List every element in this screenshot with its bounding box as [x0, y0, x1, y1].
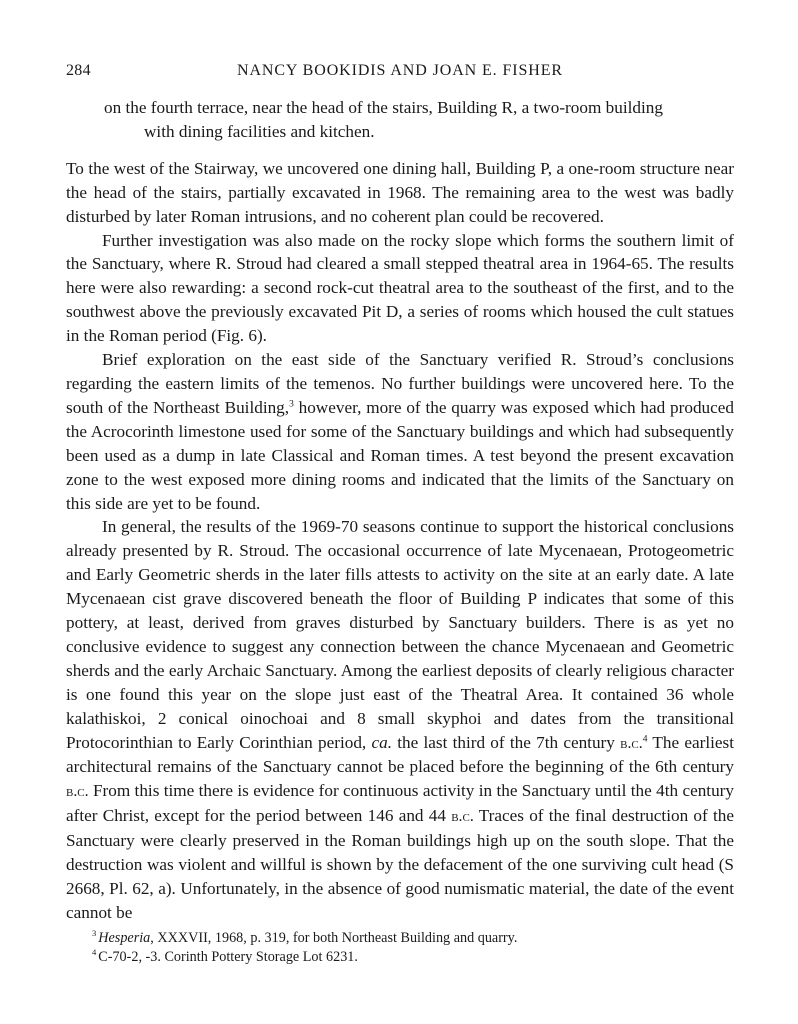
- paragraph-3-text-a: Brief exploration on the east side of the Sanctuary verified R. Stroud’s conclusions regarding the eastern limits of the temenos. No further buildings were uncovered here. To the south of the Northeast Building,: [66, 350, 734, 417]
- circa-abbrev: ca.: [371, 732, 392, 752]
- running-title: NANCY BOOKIDIS AND JOAN E. FISHER: [236, 62, 563, 79]
- paragraph-3-text-b: however, more of the quarry was exposed which had produced the Acrocorinth limestone used for some of the Sanctuary buildings and which had subsequently been used as a dump in late Classical and Roman times. A test beyond the present excavation zone to the west exposed more dining rooms and indicated that the limits of the Sanctuary on this side are yet to be found.: [66, 397, 734, 513]
- paragraph-4-text-c: The earliest architectural remains of the Sanctuary cannot be placed before the beginning of the 6th century: [66, 732, 734, 777]
- footnote-4: [92, 948, 732, 967]
- paragraph-4-text-e: Traces of the final destruction of the Sanctuary were clearly preserved in the Roman buildings high up on the south slope. That the destruction was violent and willful is shown by the defacement of the one surviving cult head (S 2668, Pl. 62, a). Unfortunately, in the absence of good numismatic material, the date of the event cannot be: [66, 806, 734, 922]
- paragraph-4: [66, 515, 734, 924]
- footnote-4-mark: 4: [92, 947, 97, 958]
- page-number: 284: [66, 62, 91, 79]
- list-item: [66, 96, 734, 144]
- footnotes: [92, 929, 732, 967]
- paragraph-4-text-a: In general, the results of the 1969-70 seasons continue to support the historical conclusions already presented by R. Stroud. The occasional occurrence of late Mycenaean, Protogeometric and Early Geometric sherds in the later fills attests to activity on the site at an early date. A late Mycenaean cist grave discovered beneath the floor of Building P indicates that some of this pottery, at least, derived from graves disturbed by Sanctuary builders. There is as yet no conclusive evidence to suggest any connection between the chance Mycenaean and Geometric sherds and the early Archaic Sanctuary. Among the earliest deposits of clearly religious character is one found this year on the slope just east of the Theatral Area. It contained 36 whole kalathiskoi, 2 conical oinochoai and 8 small skyphoi and dates from the transitional Protocorinthian to Early Corinthian period,: [66, 517, 734, 752]
- bc-abbrev-2: b.c.: [66, 783, 89, 801]
- paragraph-2: Further investigation was also made on the rocky slope which forms the southern limit of the Sanctuary, where R. Stroud had cleared a small stepped theatral area in 1964-65. The results here were also rewarding: a second rock-cut theatral area to the southeast of the first, and to the southwest above the previously excavated Pit D, a series of rooms which housed the cult statues in the Roman period (Fig. 6).: [66, 230, 734, 346]
- paragraph-3: [66, 348, 734, 515]
- body-text: [66, 96, 734, 925]
- footnote-3-journal: Hesperia: [98, 930, 151, 946]
- footnote-3-text: , XXXVII, 1968, p. 319, for both Northeast Building and quarry.: [150, 930, 518, 946]
- bc-abbrev-3: b.c.: [451, 808, 474, 826]
- footnote-3-mark: 3: [92, 928, 97, 939]
- footnote-4-text: C-70-2, -3. Corinth Pottery Storage Lot 6231.: [98, 949, 358, 965]
- footnote-ref-3: 3: [289, 399, 294, 410]
- footnote-ref-4: 4: [642, 733, 648, 744]
- footnote-3: [92, 929, 732, 948]
- paragraph-4-text-d: From this time there is evidence for continuous activity in the Sanctuary until the 4th century after Christ, except for the period between 146 and 44: [66, 781, 734, 826]
- list-item-line-1: on the fourth terrace, near the head of the stairs, Building R, a two-room building: [104, 98, 663, 117]
- paragraph-4-text-b: the last third of the 7th century: [392, 732, 621, 752]
- paragraph-1: To the west of the Stairway, we uncovered one dining hall, Building P, a one-room structure near the head of the stairs, partially excavated in 1968. The remaining area to the west was badly disturbed by later Roman intrusions, and no coherent plan could be recovered.: [66, 158, 734, 226]
- running-head: [66, 62, 734, 84]
- list-item-line-2: with dining facilities and kitchen.: [144, 121, 375, 141]
- bc-abbrev-1: b.c.: [620, 734, 643, 752]
